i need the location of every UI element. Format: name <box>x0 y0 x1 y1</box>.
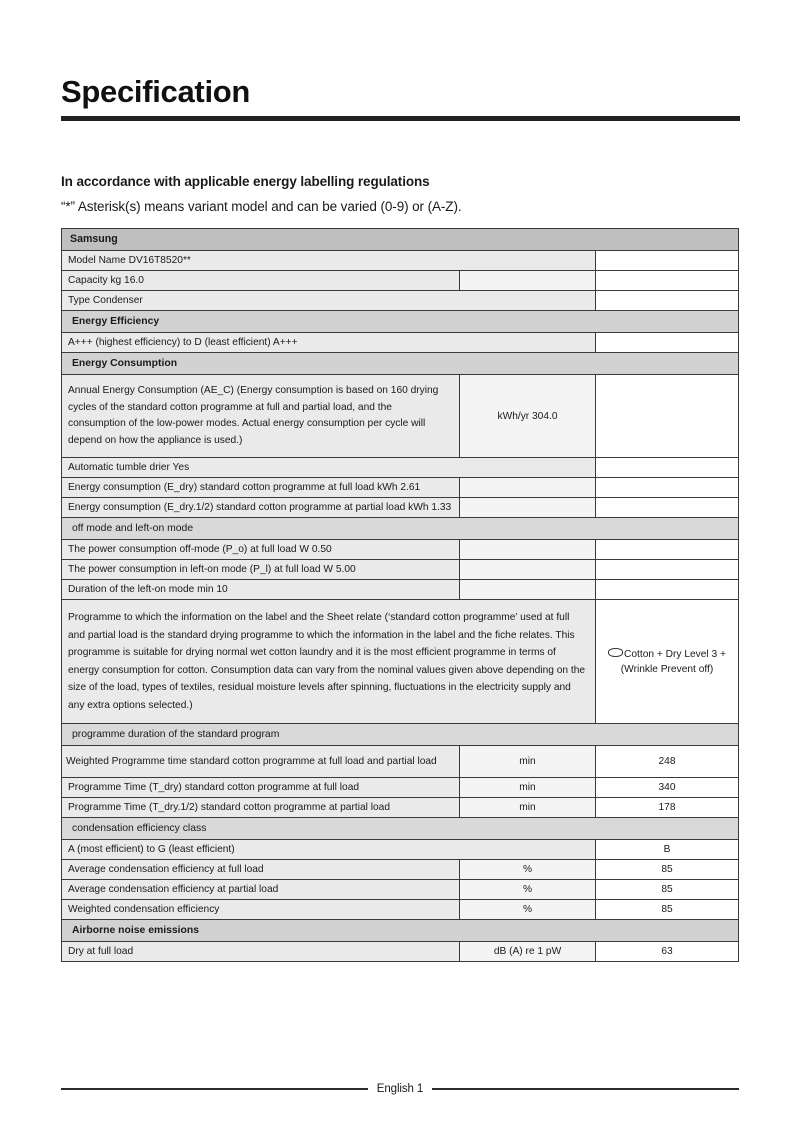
capacity-label: Capacity kg 16.0 <box>62 271 460 291</box>
avg-cond-full-label: Average condensation efficiency at full load <box>62 860 460 880</box>
section-header-energy-consumption <box>62 353 739 375</box>
section-label: off mode and left-on mode <box>62 518 739 540</box>
table-row <box>62 251 739 271</box>
type-label: Type Condenser <box>62 291 596 311</box>
energy-partial-load-value <box>596 498 739 518</box>
table-row-brand <box>62 229 739 251</box>
table-row <box>62 458 739 478</box>
table-row <box>62 291 739 311</box>
programme-time-full-value: 340 <box>596 778 739 798</box>
power-off-mode-unit <box>460 540 596 560</box>
avg-cond-partial-label: Average condensation efficiency at partial load <box>62 880 460 900</box>
intro-note: “*” Asterisk(s) means variant model and can be varied (0-9) or (A-Z). <box>61 199 462 214</box>
footer-rule-left <box>61 1088 368 1090</box>
energy-full-load-value <box>596 478 739 498</box>
section-header-off-mode <box>62 518 739 540</box>
power-off-mode-value <box>596 540 739 560</box>
energy-partial-load-label: Energy consumption (E_dry.1/2) standard cotton programme at partial load kWh 1.33 <box>62 498 460 518</box>
model-name-value <box>596 251 739 271</box>
table-row <box>62 840 739 860</box>
annual-energy-value <box>596 375 739 458</box>
specification-table <box>61 228 739 962</box>
automatic-tumble-drier-value <box>596 458 739 478</box>
footer-rule-right <box>432 1088 739 1090</box>
table-row <box>62 600 739 724</box>
title-divider <box>61 116 740 121</box>
page-footer <box>61 1083 739 1095</box>
section-label: condensation efficiency class <box>62 818 739 840</box>
section-header-programme-duration <box>62 724 739 746</box>
footer-page-label: English 1 <box>376 1083 424 1095</box>
section-label: Airborne noise emissions <box>62 920 739 942</box>
weighted-cond-label: Weighted condensation efficiency <box>62 900 460 920</box>
table-row <box>62 860 739 880</box>
programme-relate-value-line2: (Wrinkle Prevent off) <box>620 663 714 675</box>
automatic-tumble-drier-label: Automatic tumble drier Yes <box>62 458 596 478</box>
weighted-cond-unit: % <box>460 900 596 920</box>
cotton-icon <box>608 648 623 657</box>
duration-left-on-unit <box>460 580 596 600</box>
annual-energy-unit: kWh/yr 304.0 <box>460 375 596 458</box>
programme-time-partial-value: 178 <box>596 798 739 818</box>
title-block <box>61 72 740 121</box>
weighted-programme-time-label: Weighted Programme time standard cotton programme at full load and partial load <box>62 746 460 778</box>
table-row <box>62 271 739 291</box>
dry-full-load-value: 63 <box>596 942 739 962</box>
energy-partial-load-unit <box>460 498 596 518</box>
table-row <box>62 746 739 778</box>
capacity-value <box>596 271 739 291</box>
avg-cond-partial-value: 85 <box>596 880 739 900</box>
weighted-programme-time-unit: min <box>460 746 596 778</box>
section-header-condensation-class <box>62 818 739 840</box>
page-title: Specification <box>61 74 251 109</box>
weighted-programme-time-value: 248 <box>596 746 739 778</box>
power-left-on-mode-label: The power consumption in left-on mode (P_l) at full load W 5.00 <box>62 560 460 580</box>
power-left-on-mode-unit <box>460 560 596 580</box>
table-row <box>62 560 739 580</box>
section-label: Energy Efficiency <box>62 311 739 333</box>
avg-cond-full-value: 85 <box>596 860 739 880</box>
avg-cond-partial-unit: % <box>460 880 596 900</box>
programme-time-full-unit: min <box>460 778 596 798</box>
table-row <box>62 900 739 920</box>
dry-full-load-label: Dry at full load <box>62 942 460 962</box>
model-name-label: Model Name DV16T8520** <box>62 251 596 271</box>
dry-full-load-unit: dB (A) re 1 pW <box>460 942 596 962</box>
table-row <box>62 880 739 900</box>
table-row <box>62 580 739 600</box>
intro-heading: In accordance with applicable energy labelling regulations <box>61 174 430 189</box>
weighted-cond-value: 85 <box>596 900 739 920</box>
programme-time-full-label: Programme Time (T_dry) standard cotton programme at full load <box>62 778 460 798</box>
table-row <box>62 540 739 560</box>
programme-relate-value-line1: Cotton + Dry Level 3 + <box>624 648 726 660</box>
efficiency-scale-label: A+++ (highest efficiency) to D (least efficient) A+++ <box>62 333 596 353</box>
programme-time-partial-unit: min <box>460 798 596 818</box>
table-row <box>62 375 739 458</box>
programme-relate-value <box>596 600 739 724</box>
power-off-mode-label: The power consumption off-mode (P_o) at full load W 0.50 <box>62 540 460 560</box>
capacity-unit <box>460 271 596 291</box>
avg-cond-full-unit: % <box>460 860 596 880</box>
table-row <box>62 498 739 518</box>
programme-relate-label: Programme to which the information on the label and the Sheet relate (‘standard cotton programme’ used at full and partial load is the standard drying programme to which the information in the label and the fiche relates. This programme is suitable for drying normal wet cotton laundry and it is the most efficient programme in terms of energy consumption for cotton. Consumption data can vary from the nominal values given above depending on the size of the load, types of textiles, residual moisture levels after spinning, fluctuations in the electricity supply and any extra options selected.) <box>62 600 596 724</box>
condensation-scale-label: A (most efficient) to G (least efficient) <box>62 840 596 860</box>
programme-time-partial-label: Programme Time (T_dry.1/2) standard cotton programme at partial load <box>62 798 460 818</box>
table-row <box>62 942 739 962</box>
energy-full-load-unit <box>460 478 596 498</box>
table-row <box>62 333 739 353</box>
table-row <box>62 778 739 798</box>
duration-left-on-value <box>596 580 739 600</box>
section-label: Energy Consumption <box>62 353 739 375</box>
type-value <box>596 291 739 311</box>
efficiency-scale-value <box>596 333 739 353</box>
brand-label: Samsung <box>62 229 739 251</box>
power-left-on-mode-value <box>596 560 739 580</box>
energy-full-load-label: Energy consumption (E_dry) standard cotton programme at full load kWh 2.61 <box>62 478 460 498</box>
table-row <box>62 798 739 818</box>
section-header-energy-efficiency <box>62 311 739 333</box>
duration-left-on-label: Duration of the left-on mode min 10 <box>62 580 460 600</box>
section-label: programme duration of the standard program <box>62 724 739 746</box>
condensation-scale-value: B <box>596 840 739 860</box>
section-header-airborne-noise <box>62 920 739 942</box>
table-row <box>62 478 739 498</box>
annual-energy-label: Annual Energy Consumption (AE_C) (Energy consumption is based on 160 drying cycles of the standard cotton programme at full and partial load, and the consumption of the low-power modes. Actual energy consumption per cycle will depend on how the appliance is used.) <box>62 375 460 458</box>
intro-block <box>61 172 751 216</box>
